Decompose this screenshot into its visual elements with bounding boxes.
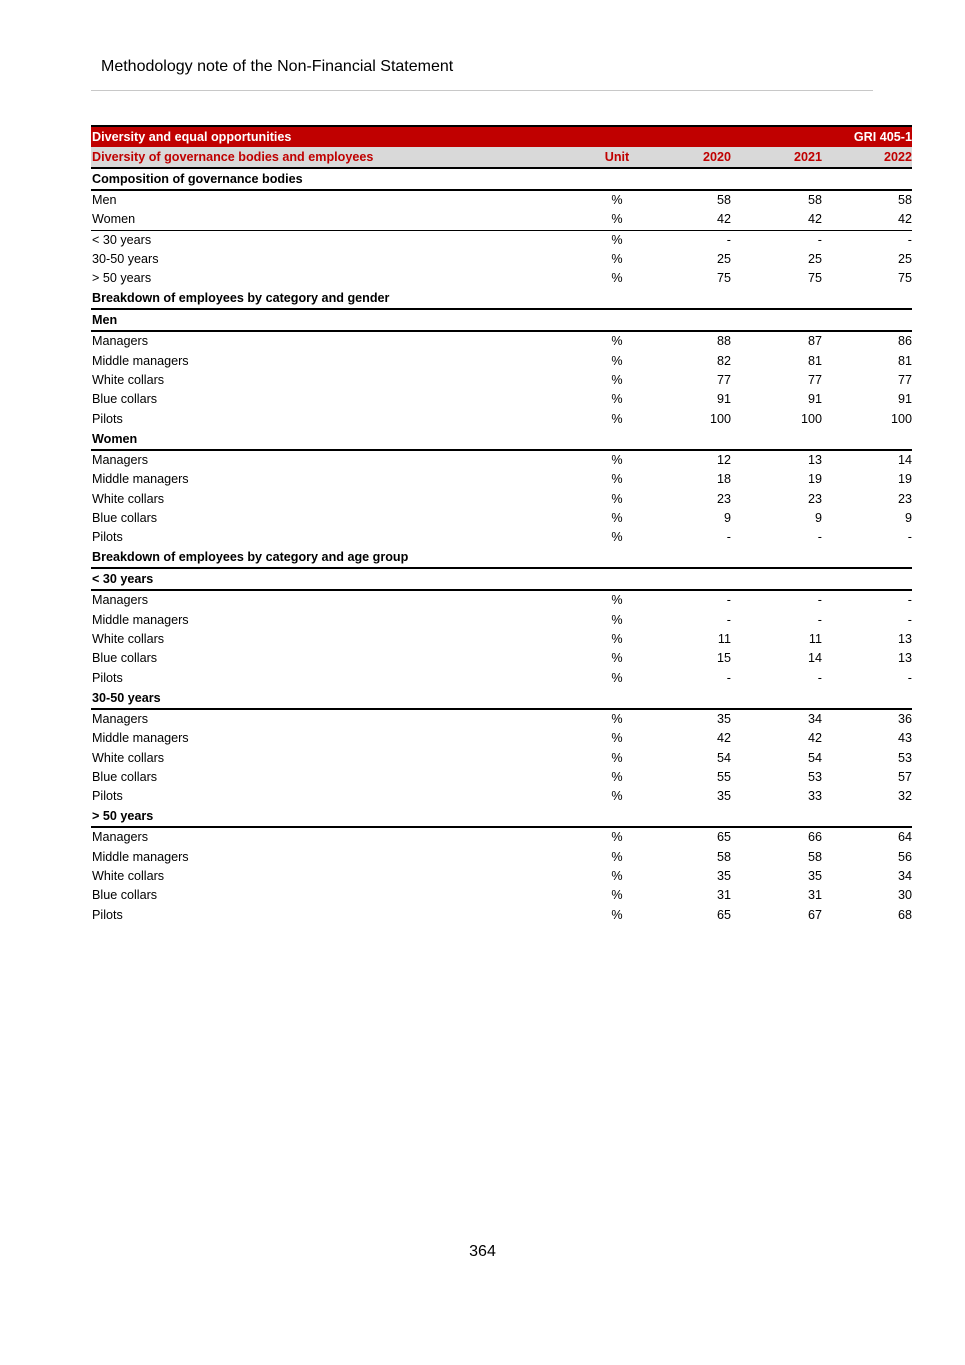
value-2020: 82 — [716, 353, 731, 368]
section-header-row — [91, 429, 912, 451]
row-label: Middle managers — [92, 353, 189, 368]
row-unit: % — [611, 271, 623, 286]
value-2021: 33 — [807, 789, 822, 804]
value-2021: 25 — [807, 251, 822, 266]
row-label: White collars — [92, 491, 165, 506]
table-row — [91, 787, 912, 806]
value-2021: 13 — [807, 452, 822, 467]
row-unit: % — [611, 373, 623, 388]
row-label: Pilots — [92, 530, 123, 545]
table-row — [91, 269, 912, 288]
column-header-unit: Unit — [604, 150, 630, 164]
row-label: Men — [92, 193, 117, 207]
section-label: Breakdown of employees by category and age group — [92, 550, 409, 565]
value-2022: 19 — [897, 472, 912, 487]
value-2020: - — [726, 593, 731, 608]
table-row — [91, 867, 912, 886]
section-header-row — [91, 569, 912, 591]
table-row — [91, 649, 912, 668]
value-2020: 25 — [716, 251, 731, 266]
table-row — [91, 591, 912, 610]
value-2021: 58 — [807, 193, 822, 207]
value-2022: 25 — [897, 251, 912, 266]
column-header-2021: 2021 — [793, 150, 822, 164]
row-label: Pilots — [92, 411, 123, 426]
row-label: White collars — [92, 373, 165, 388]
row-label: 30-50 years — [92, 251, 159, 266]
value-2021: 58 — [807, 849, 822, 864]
diversity-table — [91, 125, 912, 925]
value-2022: - — [907, 530, 912, 545]
value-2021: 34 — [807, 711, 822, 726]
row-unit: % — [611, 251, 623, 266]
row-label: > 50 years — [92, 271, 152, 286]
value-2021: 11 — [808, 632, 822, 647]
table-row — [91, 669, 912, 688]
row-label: Blue collars — [92, 392, 158, 407]
table-row — [91, 828, 912, 847]
value-2022: 53 — [897, 750, 912, 765]
value-2022: 81 — [897, 353, 912, 368]
row-label: White collars — [92, 750, 165, 765]
value-2021: 9 — [814, 510, 822, 525]
column-header-indicator: Diversity of governance bodies and employees — [92, 150, 374, 164]
value-2020: 91 — [716, 392, 731, 407]
row-unit: % — [611, 670, 623, 685]
row-unit: % — [611, 830, 623, 845]
row-unit: % — [611, 869, 623, 884]
value-2020: 100 — [709, 411, 731, 426]
page-header-title: Methodology note of the Non-Financial Statement — [101, 58, 454, 75]
row-unit: % — [611, 907, 623, 922]
value-2020: 18 — [716, 472, 731, 487]
row-label: < 30 years — [92, 232, 152, 247]
section-label: Breakdown of employees by category and gender — [92, 291, 390, 306]
row-unit: % — [611, 632, 623, 647]
section-header-row — [91, 547, 912, 569]
row-label: Women — [92, 212, 136, 227]
table-row — [91, 749, 912, 768]
value-2021: 87 — [807, 334, 822, 349]
row-unit: % — [611, 731, 623, 746]
value-2021: - — [817, 593, 822, 608]
section-label: < 30 years — [92, 572, 154, 587]
value-2022: 58 — [897, 193, 912, 207]
value-2022: 64 — [897, 830, 912, 845]
row-label: Managers — [92, 830, 149, 845]
table-row — [91, 886, 912, 905]
table-column-header-row — [91, 147, 912, 169]
value-2020: 35 — [716, 789, 731, 804]
row-label: Middle managers — [92, 472, 189, 487]
value-2022: 86 — [897, 334, 912, 349]
table-title-row — [91, 125, 912, 147]
table-row — [91, 250, 912, 269]
row-label: Blue collars — [92, 510, 158, 525]
column-header-2022: 2022 — [883, 150, 912, 164]
value-2020: - — [726, 670, 731, 685]
value-2022: - — [907, 670, 912, 685]
value-2020: 35 — [716, 869, 731, 884]
table-row — [91, 352, 912, 371]
row-unit: % — [611, 334, 623, 349]
value-2022: 56 — [897, 849, 912, 864]
value-2020: - — [726, 530, 731, 545]
table-row — [91, 490, 912, 509]
section-header-row — [91, 806, 912, 828]
row-label: Blue collars — [92, 888, 158, 903]
row-unit: % — [611, 212, 623, 227]
value-2020: 65 — [716, 830, 731, 845]
value-2020: 35 — [716, 711, 731, 726]
value-2021: 31 — [807, 888, 822, 903]
value-2022: - — [907, 232, 912, 247]
value-2021: 54 — [807, 750, 822, 765]
value-2020: 55 — [716, 769, 731, 784]
value-2021: - — [817, 530, 822, 545]
row-label: Middle managers — [92, 849, 189, 864]
table-row — [91, 390, 912, 409]
value-2022: 34 — [897, 869, 912, 884]
value-2021: - — [817, 670, 822, 685]
row-label: Blue collars — [92, 769, 158, 784]
value-2020: 15 — [716, 651, 731, 666]
value-2022: - — [907, 612, 912, 627]
value-2020: 23 — [716, 491, 731, 506]
header-divider — [91, 90, 873, 91]
value-2022: 68 — [897, 907, 912, 922]
value-2021: - — [817, 612, 822, 627]
value-2020: 58 — [716, 193, 731, 207]
row-unit: % — [611, 530, 623, 545]
row-label: Managers — [92, 593, 149, 608]
value-2020: 58 — [716, 849, 731, 864]
table-row — [91, 470, 912, 489]
section-label: > 50 years — [92, 809, 154, 824]
value-2020: 54 — [716, 750, 731, 765]
value-2022: 77 — [897, 373, 912, 388]
section-header-row — [91, 310, 912, 332]
table-row — [91, 332, 912, 351]
value-2021: 19 — [807, 472, 822, 487]
value-2021: 14 — [807, 651, 822, 666]
value-2021: 23 — [807, 491, 822, 506]
row-label: White collars — [92, 869, 165, 884]
page-number: 364 — [469, 1243, 496, 1260]
value-2021: 42 — [807, 731, 822, 746]
table-row — [91, 509, 912, 528]
table-row — [91, 410, 912, 429]
value-2022: 23 — [897, 491, 912, 506]
row-label: Middle managers — [92, 731, 189, 746]
value-2020: 31 — [716, 888, 731, 903]
row-label: Managers — [92, 711, 149, 726]
value-2022: 75 — [897, 271, 912, 286]
row-label: Managers — [92, 334, 149, 349]
table-row — [91, 191, 912, 210]
value-2022: 100 — [890, 411, 912, 426]
value-2021: 75 — [807, 271, 822, 286]
value-2021: 35 — [807, 869, 822, 884]
value-2022: 14 — [897, 452, 912, 467]
value-2021: 81 — [807, 353, 822, 368]
table-row — [91, 848, 912, 867]
section-label: Composition of governance bodies — [92, 172, 303, 186]
row-unit: % — [611, 711, 623, 726]
value-2020: 11 — [717, 632, 731, 647]
row-label: White collars — [92, 632, 165, 647]
value-2022: 13 — [897, 632, 912, 647]
value-2022: 36 — [897, 711, 912, 726]
value-2020: 42 — [716, 212, 731, 227]
row-unit: % — [611, 789, 623, 804]
table-row — [91, 768, 912, 787]
table-row — [91, 710, 912, 729]
row-unit: % — [611, 452, 623, 467]
row-label: Pilots — [92, 789, 123, 804]
row-label: Pilots — [92, 907, 123, 922]
row-unit: % — [611, 353, 623, 368]
table-row — [91, 630, 912, 649]
table-row — [91, 451, 912, 470]
column-header-2020: 2020 — [702, 150, 731, 164]
value-2020: - — [726, 612, 731, 627]
value-2022: 32 — [897, 789, 912, 804]
value-2021: 100 — [800, 411, 822, 426]
row-unit: % — [611, 750, 623, 765]
value-2022: 42 — [897, 212, 912, 227]
value-2021: 42 — [807, 212, 822, 227]
value-2021: 53 — [807, 769, 822, 784]
row-unit: % — [611, 411, 623, 426]
row-unit: % — [611, 232, 623, 247]
value-2021: 77 — [807, 373, 822, 388]
value-2021: 91 — [807, 392, 822, 407]
value-2022: - — [907, 593, 912, 608]
value-2022: 9 — [904, 510, 912, 525]
row-label: Managers — [92, 452, 149, 467]
row-unit: % — [611, 849, 623, 864]
row-label: Pilots — [92, 670, 123, 685]
table-row — [91, 371, 912, 390]
section-header-row — [91, 169, 912, 191]
value-2020: 42 — [716, 731, 731, 746]
table-row — [91, 528, 912, 547]
section-label: Men — [92, 313, 118, 328]
row-label: Middle managers — [92, 612, 189, 627]
row-unit: % — [611, 510, 623, 525]
row-unit: % — [611, 593, 623, 608]
row-unit: % — [611, 651, 623, 666]
value-2022: 30 — [897, 888, 912, 903]
table-title: Diversity and equal opportunities — [92, 130, 292, 144]
row-unit: % — [611, 472, 623, 487]
value-2021: - — [817, 232, 822, 247]
table-row — [91, 231, 912, 250]
value-2020: 75 — [716, 271, 731, 286]
value-2020: - — [726, 232, 731, 247]
row-unit: % — [611, 769, 623, 784]
value-2022: 91 — [897, 392, 912, 407]
row-unit: % — [611, 612, 623, 627]
table-row — [91, 611, 912, 630]
value-2020: 12 — [716, 452, 731, 467]
row-unit: % — [611, 193, 623, 207]
section-header-row — [91, 688, 912, 710]
row-unit: % — [611, 392, 623, 407]
value-2022: 43 — [897, 731, 912, 746]
value-2020: 65 — [716, 907, 731, 922]
value-2022: 13 — [897, 651, 912, 666]
table-row — [91, 906, 912, 925]
table-body — [91, 169, 912, 925]
row-unit: % — [611, 888, 623, 903]
section-label: 30-50 years — [92, 690, 161, 705]
table-row — [91, 729, 912, 748]
row-label: Blue collars — [92, 651, 158, 666]
value-2020: 77 — [716, 373, 731, 388]
value-2021: 67 — [807, 907, 822, 922]
section-header-row — [91, 288, 912, 310]
gri-reference: GRI 405-1 — [853, 130, 912, 144]
section-label: Women — [92, 431, 138, 446]
row-unit: % — [611, 491, 623, 506]
value-2020: 9 — [723, 510, 731, 525]
value-2020: 88 — [716, 334, 731, 349]
table-row — [91, 210, 912, 230]
value-2021: 66 — [807, 830, 822, 845]
value-2022: 57 — [897, 769, 912, 784]
